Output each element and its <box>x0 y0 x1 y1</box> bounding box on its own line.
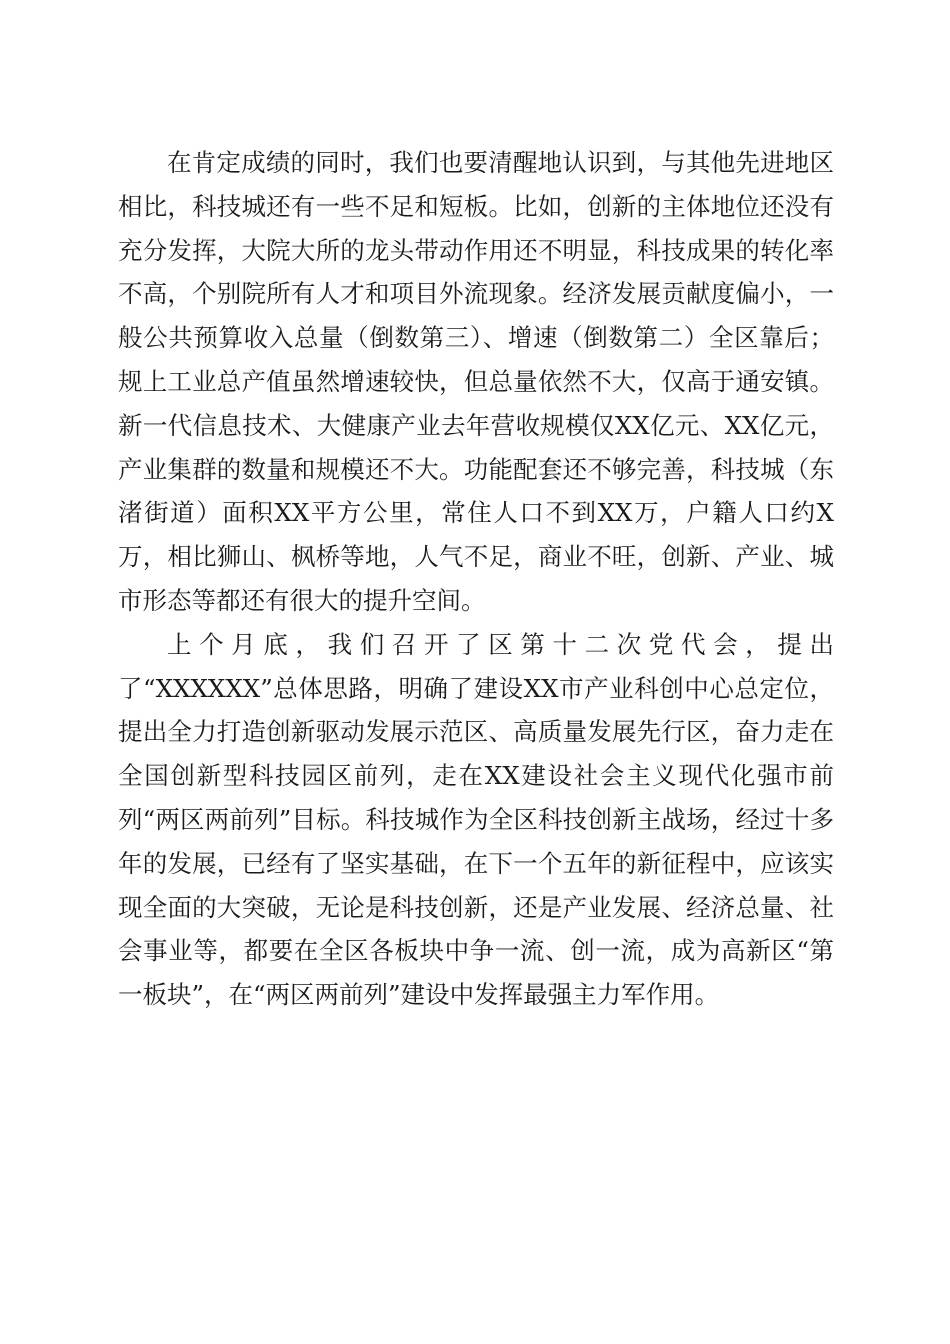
paragraph-party-congress: 上个月底，我们召开了区第十二次党代会，提出了“XXXXXX”总体思路，明确了建设XX市产业科创中心总定位，提出全力打造创新驱动发展示范区、高质量发展先行区，奋力走在全国创新型科技园区前列，走在XX建设社会主义现代化强市前列“两区两前列”目标。科技城作为全区科技创新主战场，经过十多年的发展，已经有了坚实基础，在下一个五年的新征程中，应该实现全面的大突破，无论是科技创新，还是产业发展、经济总量、社会事业等，都要在全区各板块中争一流、创一流，成为高新区“第一板块”，在“两区两前列”建设中发挥最强主力军作用。 <box>118 629 834 1010</box>
paragraph-shortcomings: 在肯定成绩的同时，我们也要清醒地认识到，与其他先进地区相比，科技城还有一些不足和短板。比如，创新的主体地位还没有充分发挥，大院大所的龙头带动作用还不明显，科技成果的转化率不高，个别院所有人才和项目外流现象。经济发展贡献度偏小，一般公共预算收入总量（倒数第三）、增速（倒数第二）全区靠后；规上工业总产值虽然增速较快，但总量依然不大，仅高于通安镇。新一代信息技术、大健康产业去年营收规模仅XX亿元、XX亿元，产业集群的数量和规模还不大。功能配套还不够完善，科技城（东渚街道）面积XX平方公里，常住人口不到XX万，户籍人口约X万，相比狮山、枫桥等地，人气不足，商业不旺，创新、产业、城市形态等都还有很大的提升空间。 <box>118 148 834 615</box>
document-body <box>118 141 834 1017</box>
